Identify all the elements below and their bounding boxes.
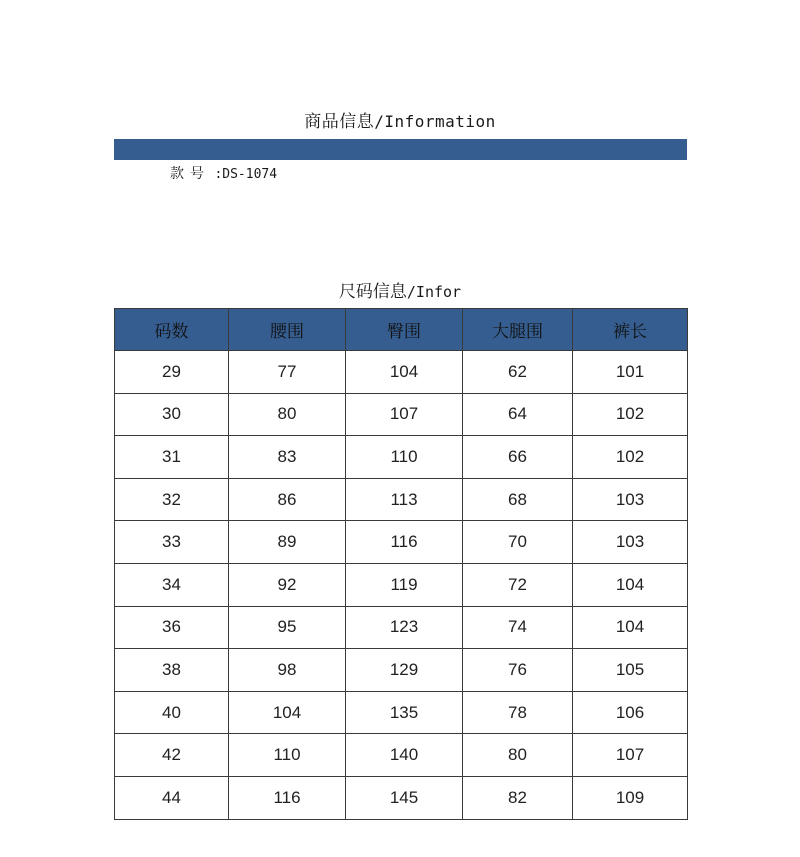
cell-waist: 86	[229, 478, 346, 521]
header-length: 裤长	[573, 309, 688, 351]
cell-size: 44	[115, 776, 229, 819]
cell-hip: 110	[346, 436, 463, 479]
cell-hip: 129	[346, 649, 463, 692]
cell-hip: 113	[346, 478, 463, 521]
cell-hip: 104	[346, 351, 463, 394]
cell-thigh: 72	[463, 563, 573, 606]
cell-thigh: 76	[463, 649, 573, 692]
cell-length: 104	[573, 606, 688, 649]
cell-waist: 83	[229, 436, 346, 479]
cell-waist: 104	[229, 691, 346, 734]
style-number-value: :DS-1074	[214, 167, 278, 182]
cell-thigh: 68	[463, 478, 573, 521]
cell-waist: 95	[229, 606, 346, 649]
cell-size: 36	[115, 606, 229, 649]
cell-length: 102	[573, 393, 688, 436]
cell-waist: 116	[229, 776, 346, 819]
table-row	[115, 563, 688, 606]
table-row	[115, 521, 688, 564]
cell-thigh: 74	[463, 606, 573, 649]
cell-length: 105	[573, 649, 688, 692]
cell-waist: 80	[229, 393, 346, 436]
cell-size: 29	[115, 351, 229, 394]
cell-length: 107	[573, 734, 688, 777]
cell-size: 40	[115, 691, 229, 734]
product-info-title-cn: 商品信息	[304, 112, 375, 132]
size-info-title-cn: 尺码信息	[338, 282, 407, 302]
cell-size: 38	[115, 649, 229, 692]
cell-thigh: 82	[463, 776, 573, 819]
cell-thigh: 64	[463, 393, 573, 436]
cell-size: 30	[115, 393, 229, 436]
cell-waist: 89	[229, 521, 346, 564]
cell-hip: 107	[346, 393, 463, 436]
size-table-body	[115, 351, 688, 820]
style-number-label: 款号	[170, 166, 210, 182]
table-row	[115, 691, 688, 734]
header-size: 码数	[115, 309, 229, 351]
table-row	[115, 734, 688, 777]
size-table-header-row	[115, 309, 688, 351]
cell-thigh: 78	[463, 691, 573, 734]
table-row	[115, 478, 688, 521]
cell-waist: 77	[229, 351, 346, 394]
cell-thigh: 66	[463, 436, 573, 479]
cell-length: 101	[573, 351, 688, 394]
header-hip: 臀围	[346, 309, 463, 351]
cell-length: 104	[573, 563, 688, 606]
cell-waist: 110	[229, 734, 346, 777]
header-waist: 腰围	[229, 309, 346, 351]
size-info-title	[0, 277, 800, 302]
cell-hip: 135	[346, 691, 463, 734]
cell-hip: 140	[346, 734, 463, 777]
header-divider-bar	[114, 139, 687, 160]
cell-thigh: 80	[463, 734, 573, 777]
style-number	[170, 163, 277, 183]
cell-waist: 92	[229, 563, 346, 606]
cell-length: 109	[573, 776, 688, 819]
cell-hip: 123	[346, 606, 463, 649]
cell-length: 102	[573, 436, 688, 479]
cell-thigh: 62	[463, 351, 573, 394]
cell-waist: 98	[229, 649, 346, 692]
header-thigh: 大腿围	[463, 309, 573, 351]
size-info-title-en: /Infor	[406, 283, 462, 301]
cell-hip: 116	[346, 521, 463, 564]
cell-size: 33	[115, 521, 229, 564]
table-row	[115, 393, 688, 436]
table-row	[115, 606, 688, 649]
cell-length: 103	[573, 478, 688, 521]
product-info-title	[0, 107, 800, 132]
table-row	[115, 351, 688, 394]
cell-length: 103	[573, 521, 688, 564]
cell-hip: 119	[346, 563, 463, 606]
cell-size: 42	[115, 734, 229, 777]
table-row	[115, 776, 688, 819]
size-chart-table	[114, 308, 688, 820]
cell-size: 32	[115, 478, 229, 521]
table-row	[115, 649, 688, 692]
cell-size: 31	[115, 436, 229, 479]
cell-length: 106	[573, 691, 688, 734]
cell-hip: 145	[346, 776, 463, 819]
product-info-title-en: /Information	[374, 112, 496, 131]
cell-size: 34	[115, 563, 229, 606]
cell-thigh: 70	[463, 521, 573, 564]
table-row	[115, 436, 688, 479]
